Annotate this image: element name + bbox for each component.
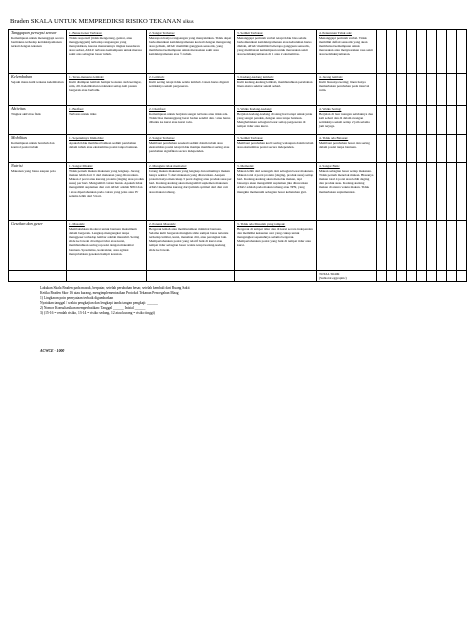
- score-option-text: Kemampuan untuk berjalan sangat terbatas atau tidak ada. Tidak bisa menanggung berat badan sendiri dan / atau harus dibantu ke kursi atau kursi roda.: [149, 112, 231, 125]
- score-option-text: Makan sebagian besar setiap makanan. Tidak pernah menolak makan. Biasanya makan total 4 porsi atau lebih daging dan produk susu. Kadang-kadang makan di antara waktu makan. Tidak memerlukan suplementasi.: [319, 169, 374, 194]
- score-option-cell[interactable]: [67, 74, 147, 106]
- criteria-title: Kelembaban: [11, 74, 33, 79]
- score-option-heading: 2. Mungkin tidak memadai:: [149, 164, 187, 168]
- score-entry-cell[interactable]: [417, 74, 427, 106]
- score-option-cell[interactable]: [67, 163, 147, 221]
- score-entry-cell[interactable]: [417, 135, 427, 163]
- score-entry-cell[interactable]: [397, 221, 407, 271]
- score-option-text: Merespon hanya rangsangan yang menyakitkan. Tidak dapat berkomunikasi ketidaknyamanan kecuali dengan mengerang atau gelisah, ATAU memiliki gangguan sensorik, yang membatasi kemampuan untuk merasakan sakit atau ketidaknyamanan atas ½ tubuh.: [149, 36, 232, 57]
- score-option-cell[interactable]: [317, 30, 377, 74]
- score-entry-cell[interactable]: [377, 221, 387, 271]
- braden-form: [8, 18, 466, 282]
- score-entry-cell[interactable]: [377, 135, 387, 163]
- score-option-text: Makan lebih dari setengah dari sebagian besar makanan. Makan total 4 porsi protein (daging, produk susu) setiap hari. Kadang-kadang akan menolak makan, tapi biasanya akan mengambil suplemen jika ditawarkan ATAU adalah pada makan tabung atau TPN, yang mungkin memenuhi sebagian besar kebutuhan gizi.: [237, 169, 314, 194]
- score-option-cell[interactable]: [235, 106, 317, 135]
- form-code: ACWCE - 1000: [40, 349, 65, 353]
- total-row: [9, 271, 467, 282]
- score-entry-cell[interactable]: [397, 163, 407, 221]
- score-option-cell[interactable]: [147, 163, 235, 221]
- score-entry-cell[interactable]: [427, 135, 437, 163]
- score-option-heading: 1. Masalah:: [69, 222, 85, 226]
- score-entry-cell[interactable]: [417, 106, 427, 135]
- score-option-heading: 1. Bedfast:: [69, 107, 84, 111]
- score-option-cell[interactable]: [317, 221, 377, 271]
- score-entry-cell[interactable]: [427, 221, 437, 271]
- footnote-line: 3) (15-16 = rendah risiko, 13-14 = risiko sedang, 12 atau kurang = risiko tinggi): [40, 310, 155, 315]
- score-option-heading: 2. Potensi Masalah:: [149, 222, 176, 226]
- score-option-cell[interactable]: [147, 135, 235, 163]
- score-entry-cell[interactable]: [427, 30, 437, 74]
- score-entry-cell[interactable]: [377, 30, 387, 74]
- score-entry-cell[interactable]: [407, 163, 417, 221]
- score-option-cell[interactable]: [67, 221, 147, 271]
- score-entry-cell[interactable]: [417, 163, 427, 221]
- empty-cell: [235, 271, 317, 282]
- score-option-cell[interactable]: [147, 221, 235, 271]
- score-entry-cell[interactable]: [437, 74, 447, 106]
- criteria-cell: [9, 74, 67, 106]
- footnotes: [40, 286, 320, 315]
- score-option-heading: 4. Tidak ada Batasan:: [319, 136, 349, 140]
- score-entry-cell[interactable]: [437, 135, 447, 163]
- total-entry-cell[interactable]: [387, 271, 397, 282]
- scoring-table: [8, 29, 467, 282]
- score-option-cell[interactable]: [317, 74, 377, 106]
- score-entry-cell[interactable]: [407, 30, 417, 74]
- total-entry-cell[interactable]: [437, 271, 447, 282]
- score-option-heading: 3. Sedikit Terbatas:: [237, 136, 264, 140]
- score-entry-cell[interactable]: [387, 74, 397, 106]
- score-option-heading: 1. Sangat Miskin:: [69, 164, 94, 168]
- score-option-heading: 4. Jarang lembab:: [319, 75, 344, 79]
- score-entry-cell[interactable]: [387, 135, 397, 163]
- score-option-text: Membutuhkan moderat untuk bantuan maksimum dalam bergerak. Lengkap mengangkat tanpa menggeser terhadap lembar adalah mustahil. Sering slide ke bawah di tempat tidur atau kursi, membutuhkan sering reposisi dengan maksimal bantuan. Spastisitas, kontraktur, atau agitasi menyebabkan gesekan hampir konstan.: [69, 227, 140, 256]
- empty-cell: [9, 271, 67, 282]
- empty-cell: [67, 271, 147, 282]
- score-entry-cell[interactable]: [377, 163, 387, 221]
- criteria-cell: [9, 221, 67, 271]
- total-entry-cell[interactable]: [447, 271, 457, 282]
- criteria-description: Kemampuan untuk berubah dan kontrol posisi tubuh: [11, 141, 55, 150]
- score-entry-cell[interactable]: [417, 30, 427, 74]
- score-option-cell[interactable]: [235, 74, 317, 106]
- score-option-cell[interactable]: [67, 106, 147, 135]
- score-option-heading: 1. Sepenuhnya Immobile:: [69, 136, 104, 140]
- score-entry-cell[interactable]: [387, 30, 397, 74]
- score-entry-cell[interactable]: [447, 221, 457, 271]
- score-option-text: Kulit disimpan lembab hampir konstan oleh keringat, urin, dll. Kelembaban terdeteksi setiap kali pasien bergerak atau berbalik.: [69, 80, 142, 93]
- total-entry-cell[interactable]: [427, 271, 437, 282]
- criteria-title: Gesekan dan geser: [11, 221, 43, 226]
- score-entry-cell[interactable]: [457, 163, 467, 221]
- total-entry-cell[interactable]: [377, 271, 387, 282]
- criteria-row: [9, 74, 467, 106]
- criteria-title: Nutrisi: [11, 163, 23, 168]
- score-entry-cell[interactable]: [407, 221, 417, 271]
- score-entry-cell[interactable]: [447, 106, 457, 135]
- score-option-heading: 1. Benar-benar Terbatas:: [69, 31, 103, 35]
- score-option-heading: 3. Tidak ada Masalah yang tampak:: [237, 222, 286, 226]
- criteria-cell: [9, 106, 67, 135]
- score-option-text: Tidak pernah makan makanan yang lengkap. Jarang makan lebih dari ⅓ dari makanan yang ditawarkan. Makan 2 porsi atau kurang protein (daging atau produk susu) per hari. Mengambil cairan buruk. Apakah tidak mengambil suplemen diet cair ATAU adalah NPO dan / atau dipertahankan pada cairan yang jelas atau IV selama lebih dari 5 hari.: [69, 169, 144, 198]
- score-entry-cell[interactable]: [427, 74, 437, 106]
- score-entry-cell[interactable]: [437, 163, 447, 221]
- footnote-line: Lakukan Skala Braden pada masuk, berputar, setelah perubahan besar, setelah kembali dari Ruang Sakit: [40, 286, 190, 290]
- empty-cell: [147, 271, 235, 282]
- score-option-heading: 2. Chairfast:: [149, 107, 166, 111]
- score-entry-cell[interactable]: [437, 221, 447, 271]
- score-entry-cell[interactable]: [457, 221, 467, 271]
- criteria-row: [9, 106, 467, 135]
- score-option-cell[interactable]: [235, 30, 317, 74]
- score-option-cell[interactable]: [235, 135, 317, 163]
- score-option-heading: 2. Lembab:: [149, 75, 165, 79]
- score-entry-cell[interactable]: [387, 163, 397, 221]
- score-option-cell[interactable]: [147, 74, 235, 106]
- criteria-description: Kemampuan untuk menanggapi secara bermakna terhadap ketidaknyamanan terkait dengan tekanan: [11, 36, 64, 49]
- score-option-text: Tidak responsif (tidak mengerang, gentar, atau menggenggam) terhadap rangsangan yang menyakitkan, karena menurunnya tingkat kesadaran atau sedasi, ATAU terbatas kemampuan untuk merasa sakit atas sebagian besar tubuh.: [69, 36, 142, 57]
- total-entry-cell[interactable]: [407, 271, 417, 282]
- score-option-heading: 3. Walks Kadang-kadang:: [237, 107, 272, 111]
- score-option-text: Apakah tidak membuat bahkan sedikit perubahan dalam tubuh atau ekstremitas posisi tanpa bantuan.: [69, 141, 139, 150]
- footnote-line: Nyatakan tanggal / waktu pengkajian dan lengkapi tanda tangan pengkaji: ______: [40, 300, 158, 305]
- criteria-cell: [9, 135, 67, 163]
- score-entry-cell[interactable]: [377, 106, 387, 135]
- score-option-heading: 3. Sedikit Terbatas:: [237, 31, 264, 35]
- score-entry-cell[interactable]: [387, 221, 397, 271]
- score-option-heading: 2. Sangat Terbatas:: [149, 136, 175, 140]
- doc-title-main: Braden SKALA UNTUK MEMPREDIKSI RISIKO TEKANAN: [10, 18, 182, 25]
- score-option-text: Berjalan kadang-kadang di siang hari tetapi untuk jarak yang sangat pendek, dengan atau tanpa bantuan. Menghabiskan sebagian besar setiap pergeseran di tempat tidur atau kursi.: [237, 112, 313, 129]
- score-option-cell[interactable]: [235, 163, 317, 221]
- score-option-cell[interactable]: [317, 163, 377, 221]
- total-score-title: TOTAL SKOR: [319, 272, 340, 276]
- footnote-line: 2) Nomor Konsultasikan memperhatikan: Tanggal ______ Inisial ______: [40, 305, 146, 310]
- score-option-text: Membuat perubahan kecil sering walaupun dalam tubuh atau ekstremitas posisi secara independen.: [237, 141, 314, 150]
- score-option-text: Bergerak lemah atau membutuhkan minimal bantuan. Selama kulit bergerak mungkin slide sampai batas tertentu terhadap lembar, kursi, menahan diri, atau perangkat lain. Mempertahankan posisi yang relatif baik di kursi atau tempat tidur sebagian besar waktu tetapi kadang-kadang slide ke bawah.: [149, 227, 229, 252]
- score-entry-cell[interactable]: [407, 74, 417, 106]
- score-entry-cell[interactable]: [397, 30, 407, 74]
- score-entry-cell[interactable]: [457, 74, 467, 106]
- total-entry-cell[interactable]: [457, 271, 467, 282]
- score-option-text: Kulit biasanya kering; linen hanya memerlukan perubahan pada interval rutin.: [319, 80, 370, 93]
- score-entry-cell[interactable]: [437, 106, 447, 135]
- score-option-cell[interactable]: [235, 221, 317, 271]
- score-option-text: Terbatas untuk tidur.: [69, 112, 97, 117]
- score-entry-cell[interactable]: [457, 106, 467, 135]
- score-entry-cell[interactable]: [427, 163, 437, 221]
- score-option-text: Menanggapi perintah verbal tetapi tidak bisa selalu berkomunikasi ketidaknyamanan atau kebutuhan harus diubah, ATAU memiliki beberapa gangguan sensorik, yang membatasi kemampuan untuk merasakan sakit atau ketidaknyamanan di 1 atau 2 ekstremitas.: [237, 36, 312, 57]
- score-option-heading: 1. Terus-menerus lembab:: [69, 75, 105, 79]
- footnote-line: 1) Lingkaran poin pernyataan terbaik digambarkan: [40, 295, 114, 300]
- criteria-cell: [9, 163, 67, 221]
- score-option-heading: 3. Memadai:: [237, 164, 255, 168]
- total-score-subtitle: (Subtotal eggraphic): [319, 276, 347, 281]
- score-option-heading: 4. Penurunan Tidak ada:: [319, 31, 352, 35]
- score-option-cell[interactable]: [147, 106, 235, 135]
- score-entry-cell[interactable]: [407, 135, 417, 163]
- score-entry-cell[interactable]: [427, 106, 437, 135]
- criteria-title: Aktivitas: [11, 106, 26, 111]
- score-entry-cell[interactable]: [397, 74, 407, 106]
- criteria-row: [9, 163, 467, 221]
- score-option-text: Berjalan di luar ruangan setidaknya dua kali sehari dan di dalam ruangan setidaknya sekali setiap 2 jam selama jam terjaga.: [319, 112, 373, 129]
- criteria-row: [9, 135, 467, 163]
- criteria-row: [9, 30, 467, 74]
- score-entry-cell[interactable]: [397, 135, 407, 163]
- score-option-heading: 4. Walks Sering:: [319, 107, 342, 111]
- score-entry-cell[interactable]: [397, 106, 407, 135]
- score-option-cell[interactable]: [317, 135, 377, 163]
- score-entry-cell[interactable]: [457, 30, 467, 74]
- score-option-heading: 4. Sangat Baik:: [319, 164, 340, 168]
- score-option-cell[interactable]: [67, 30, 147, 74]
- score-entry-cell[interactable]: [447, 30, 457, 74]
- criteria-row: [9, 221, 467, 271]
- score-entry-cell[interactable]: [447, 74, 457, 106]
- score-option-cell[interactable]: [317, 106, 377, 135]
- score-entry-cell[interactable]: [457, 135, 467, 163]
- score-entry-cell[interactable]: [447, 135, 457, 163]
- score-entry-cell[interactable]: [437, 30, 447, 74]
- score-option-text: Membuat perubahan besar dan sering dalam posisi tanpa bantuan.: [319, 141, 370, 150]
- score-entry-cell[interactable]: [407, 106, 417, 135]
- total-score-label: [317, 271, 377, 282]
- score-entry-cell[interactable]: [447, 163, 457, 221]
- score-entry-cell[interactable]: [387, 106, 397, 135]
- score-option-text: Jarang makan makanan yang lengkap dan umumnya makan hanya sekitar ½ dari makanan yang ditawarkan. Asupan protein hanya mencakup 3 porsi daging atau produk susu per hari. Kadang-kadang akan mengambil suplemen makanan ATAU menerima kurang dari jumlah optimal dari diet cair atau makan tabung.: [149, 169, 232, 194]
- score-option-text: Bergerak di tempat tidur dan di kursi secara independen dan memiliki kekuatan otot yang cukup untuk mengangkat sepenuhnya selama bergerak. Mempertahankan posisi yang baik di tempat tidur atau kursi.: [237, 227, 313, 248]
- criteria-description: Tingkat aktivitas fisik: [11, 112, 41, 117]
- criteria-description: Makanan yang biasa asupan pola: [11, 169, 56, 174]
- score-option-heading: 3. Kadang-kadang lembab:: [237, 75, 274, 79]
- criteria-cell: [9, 30, 67, 74]
- criteria-description: Sejauh mana kulit terkena kelembaban: [11, 80, 64, 85]
- score-entry-cell[interactable]: [417, 221, 427, 271]
- criteria-title: Tanggapan persepsi sensor: [11, 30, 57, 35]
- score-option-text: Menanggapi perintah verbal. Tidak memiliki defisit sensorik yang akan membatasi kemampuan untuk merasakan atau menyuarakan rasa sakit atau ketidaknyamanan.: [319, 36, 373, 57]
- score-option-heading: 2. Sangat Terbatas:: [149, 31, 175, 35]
- doc-title: [10, 18, 466, 25]
- score-option-cell[interactable]: [147, 30, 235, 74]
- total-entry-cell[interactable]: [417, 271, 427, 282]
- score-entry-cell[interactable]: [377, 74, 387, 106]
- doc-title-suffix: ulkus: [182, 20, 194, 25]
- score-option-cell[interactable]: [67, 135, 147, 163]
- footnote-line: Ketika Braden Skor 16 atau kurang, mengimplementasikan Protokol Tekanan Pencegahan Maag: [40, 290, 179, 295]
- score-option-text: Membuat perubahan sesekali sedikit dalam tubuh atau ekstremitas posisi tetapi tidak mampu membuat sering atau perubahan signifikan secara independen.: [149, 141, 230, 154]
- score-option-text: Kulit kadang-kadang lembab, membutuhkan perubahan linen ekstra sekitar sekali sehari.: [237, 80, 313, 89]
- score-option-text: Kulit sering tetapi tidak selalu lembab. Linen harus diganti setidaknya sekali pergeseran.: [149, 80, 229, 89]
- total-entry-cell[interactable]: [397, 271, 407, 282]
- criteria-title: Mobilitas: [11, 135, 28, 140]
